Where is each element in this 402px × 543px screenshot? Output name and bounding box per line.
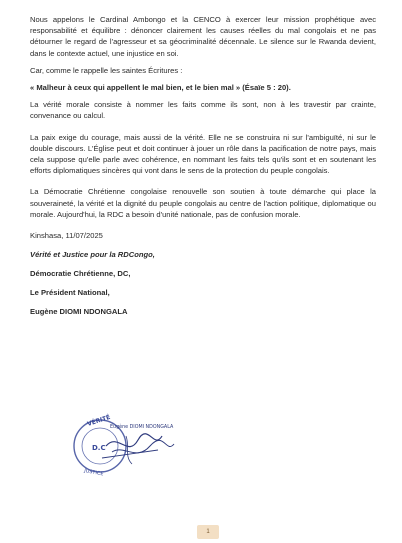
signatory-name: Eugène DIOMI NDONGALA [30,307,128,317]
stamp-bottom-text: JUSTICE [83,468,104,478]
place-date: Kinshasa, 11/07/2025 [30,231,103,241]
paragraph-moral-truth: La vérité morale consiste à nommer les faits comme ils sont, non à les travestir par crainte, convenance ou calcul. [30,100,376,121]
paragraph-appeal: Nous appelons le Cardinal Ambongo et la CENCO à exercer leur mission prophétique avec responsabilité et équilibre : dénoncer clairement les causes réelles du mal congolais et ne pas détourner le regard de l'agresseur et sa géocriminalité décennale. Le silence sur le Rwanda devient, dans le contexte actuel, une injustice en soi. [30,15,376,58]
stamp-signature-graphic [66,406,186,486]
motto: Vérité et Justice pour la RDCongo, [30,250,155,260]
scripture-quote: « Malheur à ceux qui appellent le mal bien, et le bien mal » (Ésaïe 5 : 20). [30,83,291,93]
official-stamp [66,406,186,486]
signature-block [30,230,376,317]
paragraph-support: La Démocratie Chrétienne congolaise renouvelle son soutien à toute démarche qui place la souveraineté, la vérité et la dignité du peuple congolais au centre de l'action politique, diplomatique ou morale. Aujourd'hui, la RDC a besoin d'unité nationale, pas de confusion morale. [30,187,376,219]
page-number-badge [197,525,219,539]
stamp-center-text: D.C [92,444,106,452]
paragraph-peace: La paix exige du courage, mais aussi de la vérité. Elle ne se construira ni sur l'ambiguïté, ni sur le double discours. L'Église peut et doit continuer à jouer un rôle dans la pacification de notre pays, mais cela suppose qu'elle parle avec cohérence, en nommant les faits tels qu'ils sont et en soutenant les efforts diplomatiques sincères qui vont dans le sens de la protection du peuple congolais. [30,132,376,176]
page-number: 1 [206,529,210,535]
party-name: Démocratie Chrétienne, DC, [30,269,131,279]
signatory-title: Le Président National, [30,288,110,298]
stamp-top-text: VÉRITÉ [86,413,112,428]
stamp-signature-name: Eugène DIOMI NDONGALA [110,425,174,430]
paragraph-scripture-intro: Car, comme le rappelle les saintes Écritures : [30,65,183,75]
